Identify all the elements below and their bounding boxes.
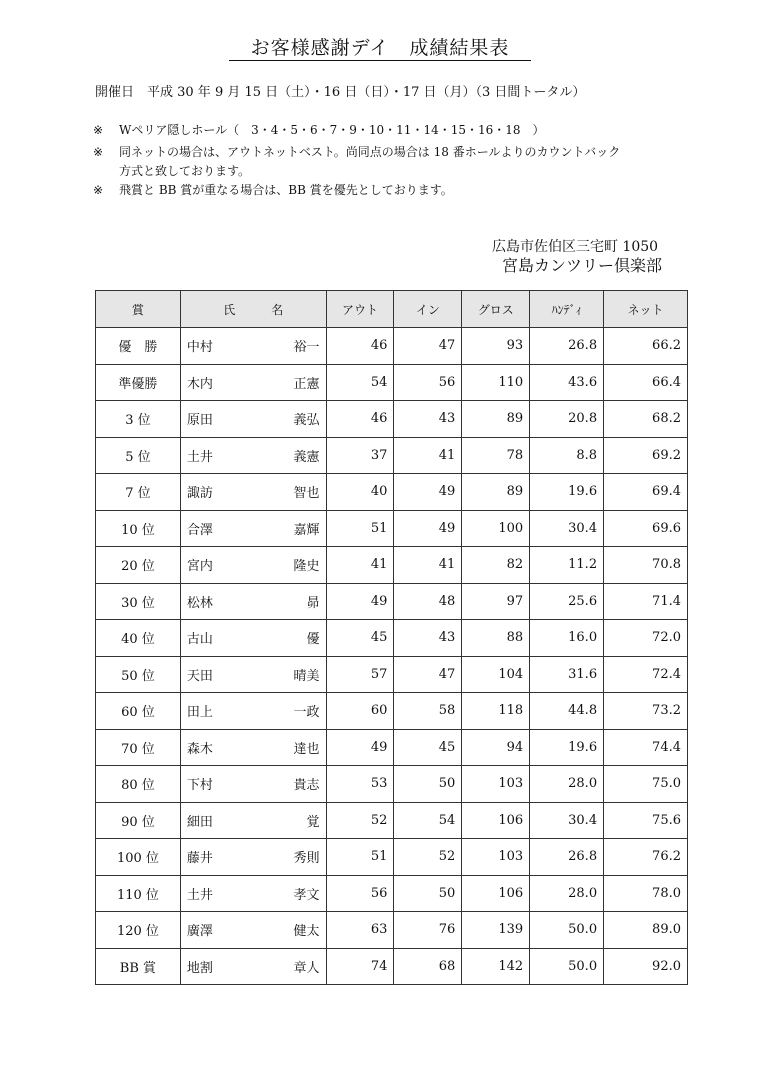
venue-address: 広島市佐伯区三宅町 1050: [491, 239, 659, 255]
handicap-cell: 30.4: [530, 510, 604, 547]
rank-cell: 50 位: [96, 656, 181, 693]
handicap-cell: 28.0: [530, 875, 604, 912]
handicap-cell: 50.0: [530, 912, 604, 949]
table-row: [96, 364, 688, 401]
note-mark: ※: [93, 183, 104, 197]
note-text: 飛賞と BB 賞が重なる場合は、BB 賞を優先としております。: [119, 183, 453, 197]
surname: 木内: [186, 376, 213, 392]
header-out: アウト: [326, 291, 394, 328]
net-score-cell: 92.0: [604, 948, 688, 985]
net-score-cell: 76.2: [604, 839, 688, 876]
rank-cell: 110 位: [96, 875, 181, 912]
results-body: [96, 328, 688, 985]
header-net: ネット: [604, 291, 688, 328]
rank-cell: 5 位: [96, 437, 181, 474]
net-score-cell: 69.2: [604, 437, 688, 474]
surname: 廣澤: [186, 924, 213, 940]
out-score-cell: 51: [326, 839, 394, 876]
out-score-cell: 54: [326, 364, 394, 401]
rank-cell: 7 位: [96, 474, 181, 511]
in-score-cell: 49: [394, 510, 462, 547]
out-score-cell: 52: [326, 802, 394, 839]
table-row: [96, 620, 688, 657]
name-cell: [180, 729, 326, 766]
table-row: [96, 510, 688, 547]
given-name: 達也: [293, 741, 320, 757]
surname: 地割: [186, 960, 213, 976]
surname: 松林: [186, 595, 213, 611]
name-cell: [180, 401, 326, 438]
given-name: 嘉輝: [293, 522, 320, 538]
net-score-cell: 73.2: [604, 693, 688, 730]
name-cell: [180, 510, 326, 547]
given-name: 孝文: [293, 887, 320, 903]
rank-cell: 40 位: [96, 620, 181, 657]
handicap-cell: 44.8: [530, 693, 604, 730]
handicap-cell: 19.6: [530, 729, 604, 766]
out-score-cell: 63: [326, 912, 394, 949]
net-score-cell: 69.4: [604, 474, 688, 511]
out-score-cell: 60: [326, 693, 394, 730]
table-row: [96, 583, 688, 620]
in-score-cell: 41: [394, 437, 462, 474]
table-row: [96, 912, 688, 949]
handicap-cell: 25.6: [530, 583, 604, 620]
note-text-continued: 方式と致しております。: [119, 164, 251, 178]
surname: 宮内: [186, 559, 213, 575]
given-name: 健太: [293, 924, 320, 940]
rank-cell: 120 位: [96, 912, 181, 949]
gross-score-cell: 78: [462, 437, 530, 474]
table-row: [96, 547, 688, 584]
name-cell: [180, 948, 326, 985]
net-score-cell: 66.4: [604, 364, 688, 401]
handicap-cell: 31.6: [530, 656, 604, 693]
rank-cell: 3 位: [96, 401, 181, 438]
table-row: [96, 729, 688, 766]
header-handicap: ﾊﾝﾃﾞｨ: [530, 291, 604, 328]
in-score-cell: 47: [394, 328, 462, 365]
surname: 森木: [186, 741, 213, 757]
rank-cell: 80 位: [96, 766, 181, 803]
table-row: [96, 839, 688, 876]
in-score-cell: 54: [394, 802, 462, 839]
gross-score-cell: 103: [462, 766, 530, 803]
in-score-cell: 43: [394, 620, 462, 657]
venue-block: [492, 238, 662, 276]
given-name: 義弘: [293, 413, 320, 429]
name-cell: [180, 328, 326, 365]
handicap-cell: 20.8: [530, 401, 604, 438]
net-score-cell: 72.0: [604, 620, 688, 657]
given-name: 覚: [306, 814, 320, 830]
table-row: [96, 802, 688, 839]
gross-score-cell: 110: [462, 364, 530, 401]
handicap-cell: 16.0: [530, 620, 604, 657]
gross-score-cell: 93: [462, 328, 530, 365]
name-cell: [180, 583, 326, 620]
handicap-cell: 8.8: [530, 437, 604, 474]
table-row: [96, 474, 688, 511]
net-score-cell: 74.4: [604, 729, 688, 766]
header-gross: グロス: [462, 291, 530, 328]
gross-score-cell: 89: [462, 474, 530, 511]
handicap-cell: 30.4: [530, 802, 604, 839]
note-bb-prize: [93, 181, 453, 200]
note-mark: ※: [93, 145, 104, 159]
table-row: [96, 948, 688, 985]
name-cell: [180, 766, 326, 803]
header-name: 氏 名: [180, 291, 326, 328]
rank-cell: BB 賞: [96, 948, 181, 985]
name-cell: [180, 802, 326, 839]
gross-score-cell: 100: [462, 510, 530, 547]
surname: 細田: [186, 814, 213, 830]
rank-cell: 100 位: [96, 839, 181, 876]
out-score-cell: 40: [326, 474, 394, 511]
rank-cell: 60 位: [96, 693, 181, 730]
in-score-cell: 52: [394, 839, 462, 876]
note-text: 同ネットの場合は、アウトネットベスト。尚同点の場合は 18 番ホールよりのカウントバック: [119, 145, 621, 159]
out-score-cell: 49: [326, 583, 394, 620]
in-score-cell: 43: [394, 401, 462, 438]
table-row: [96, 875, 688, 912]
out-score-cell: 56: [326, 875, 394, 912]
note-tiebreak: [93, 143, 620, 181]
surname: 合澤: [186, 522, 213, 538]
surname: 古山: [186, 632, 213, 648]
handicap-cell: 43.6: [530, 364, 604, 401]
gross-score-cell: 88: [462, 620, 530, 657]
in-score-cell: 41: [394, 547, 462, 584]
handicap-cell: 19.6: [530, 474, 604, 511]
gross-score-cell: 103: [462, 839, 530, 876]
gross-score-cell: 89: [462, 401, 530, 438]
given-name: 隆史: [293, 559, 320, 575]
table-row: [96, 766, 688, 803]
gross-score-cell: 139: [462, 912, 530, 949]
given-name: 晴美: [293, 668, 320, 684]
out-score-cell: 41: [326, 547, 394, 584]
gross-score-cell: 97: [462, 583, 530, 620]
net-score-cell: 68.2: [604, 401, 688, 438]
handicap-cell: 50.0: [530, 948, 604, 985]
in-score-cell: 76: [394, 912, 462, 949]
surname: 土井: [186, 449, 213, 465]
surname: 諏訪: [186, 486, 213, 502]
gross-score-cell: 118: [462, 693, 530, 730]
net-score-cell: 78.0: [604, 875, 688, 912]
given-name: 章人: [293, 960, 320, 976]
note-text: Wペリア隠しホール（ 3・4・5・6・7・9・10・11・14・15・16・18 ）: [119, 123, 545, 137]
given-name: 智也: [293, 486, 320, 502]
title-text: お客様感謝デイ 成績結果表: [229, 37, 532, 61]
name-cell: [180, 620, 326, 657]
gross-score-cell: 94: [462, 729, 530, 766]
rank-cell: 90 位: [96, 802, 181, 839]
handicap-cell: 26.8: [530, 328, 604, 365]
net-score-cell: 72.4: [604, 656, 688, 693]
table-row: [96, 401, 688, 438]
note-hidden-holes: [93, 121, 545, 140]
net-score-cell: 75.0: [604, 766, 688, 803]
in-score-cell: 45: [394, 729, 462, 766]
name-cell: [180, 364, 326, 401]
given-name: 貴志: [293, 778, 320, 794]
in-score-cell: 48: [394, 583, 462, 620]
header-rank: 賞: [96, 291, 181, 328]
surname: 土井: [186, 887, 213, 903]
name-cell: [180, 875, 326, 912]
out-score-cell: 46: [326, 401, 394, 438]
given-name: 正憲: [293, 376, 320, 392]
handicap-cell: 26.8: [530, 839, 604, 876]
out-score-cell: 46: [326, 328, 394, 365]
table-header-row: [96, 291, 688, 328]
name-cell: [180, 437, 326, 474]
handicap-cell: 11.2: [530, 547, 604, 584]
out-score-cell: 45: [326, 620, 394, 657]
rank-cell: 10 位: [96, 510, 181, 547]
out-score-cell: 51: [326, 510, 394, 547]
name-cell: [180, 912, 326, 949]
out-score-cell: 37: [326, 437, 394, 474]
in-score-cell: 58: [394, 693, 462, 730]
net-score-cell: 69.6: [604, 510, 688, 547]
in-score-cell: 68: [394, 948, 462, 985]
surname: 藤井: [186, 851, 213, 867]
table-row: [96, 437, 688, 474]
in-score-cell: 50: [394, 875, 462, 912]
rank-cell: 30 位: [96, 583, 181, 620]
in-score-cell: 50: [394, 766, 462, 803]
in-score-cell: 49: [394, 474, 462, 511]
gross-score-cell: 106: [462, 875, 530, 912]
table-row: [96, 693, 688, 730]
given-name: 裕一: [293, 340, 320, 356]
surname: 中村: [186, 340, 213, 356]
net-score-cell: 66.2: [604, 328, 688, 365]
table-row: [96, 656, 688, 693]
gross-score-cell: 106: [462, 802, 530, 839]
rank-cell: 優 勝: [96, 328, 181, 365]
net-score-cell: 75.6: [604, 802, 688, 839]
note-mark: ※: [93, 123, 104, 137]
document-title: [0, 33, 760, 60]
out-score-cell: 57: [326, 656, 394, 693]
in-score-cell: 47: [394, 656, 462, 693]
rank-cell: 20 位: [96, 547, 181, 584]
surname: 下村: [186, 778, 213, 794]
gross-score-cell: 142: [462, 948, 530, 985]
header-in: イン: [394, 291, 462, 328]
out-score-cell: 49: [326, 729, 394, 766]
name-cell: [180, 474, 326, 511]
event-date-line: 開催日 平成 30 年 9 月 15 日（土）・16 日（日）・17 日（月）（3 日間トータル）: [95, 85, 586, 100]
out-score-cell: 53: [326, 766, 394, 803]
surname: 原田: [186, 413, 213, 429]
given-name: 昴: [306, 595, 320, 611]
rank-cell: 70 位: [96, 729, 181, 766]
net-score-cell: 89.0: [604, 912, 688, 949]
venue-club-name: 宮島カンツリー倶楽部: [501, 256, 662, 275]
net-score-cell: 71.4: [604, 583, 688, 620]
name-cell: [180, 693, 326, 730]
given-name: 秀則: [293, 851, 320, 867]
table-row: [96, 328, 688, 365]
in-score-cell: 56: [394, 364, 462, 401]
given-name: 一政: [293, 705, 320, 721]
results-table: [95, 290, 688, 985]
surname: 天田: [186, 668, 213, 684]
given-name: 優: [306, 632, 320, 648]
gross-score-cell: 104: [462, 656, 530, 693]
handicap-cell: 28.0: [530, 766, 604, 803]
net-score-cell: 70.8: [604, 547, 688, 584]
name-cell: [180, 656, 326, 693]
rank-cell: 準優勝: [96, 364, 181, 401]
name-cell: [180, 547, 326, 584]
surname: 田上: [186, 705, 213, 721]
gross-score-cell: 82: [462, 547, 530, 584]
given-name: 義憲: [293, 449, 320, 465]
name-cell: [180, 839, 326, 876]
out-score-cell: 74: [326, 948, 394, 985]
